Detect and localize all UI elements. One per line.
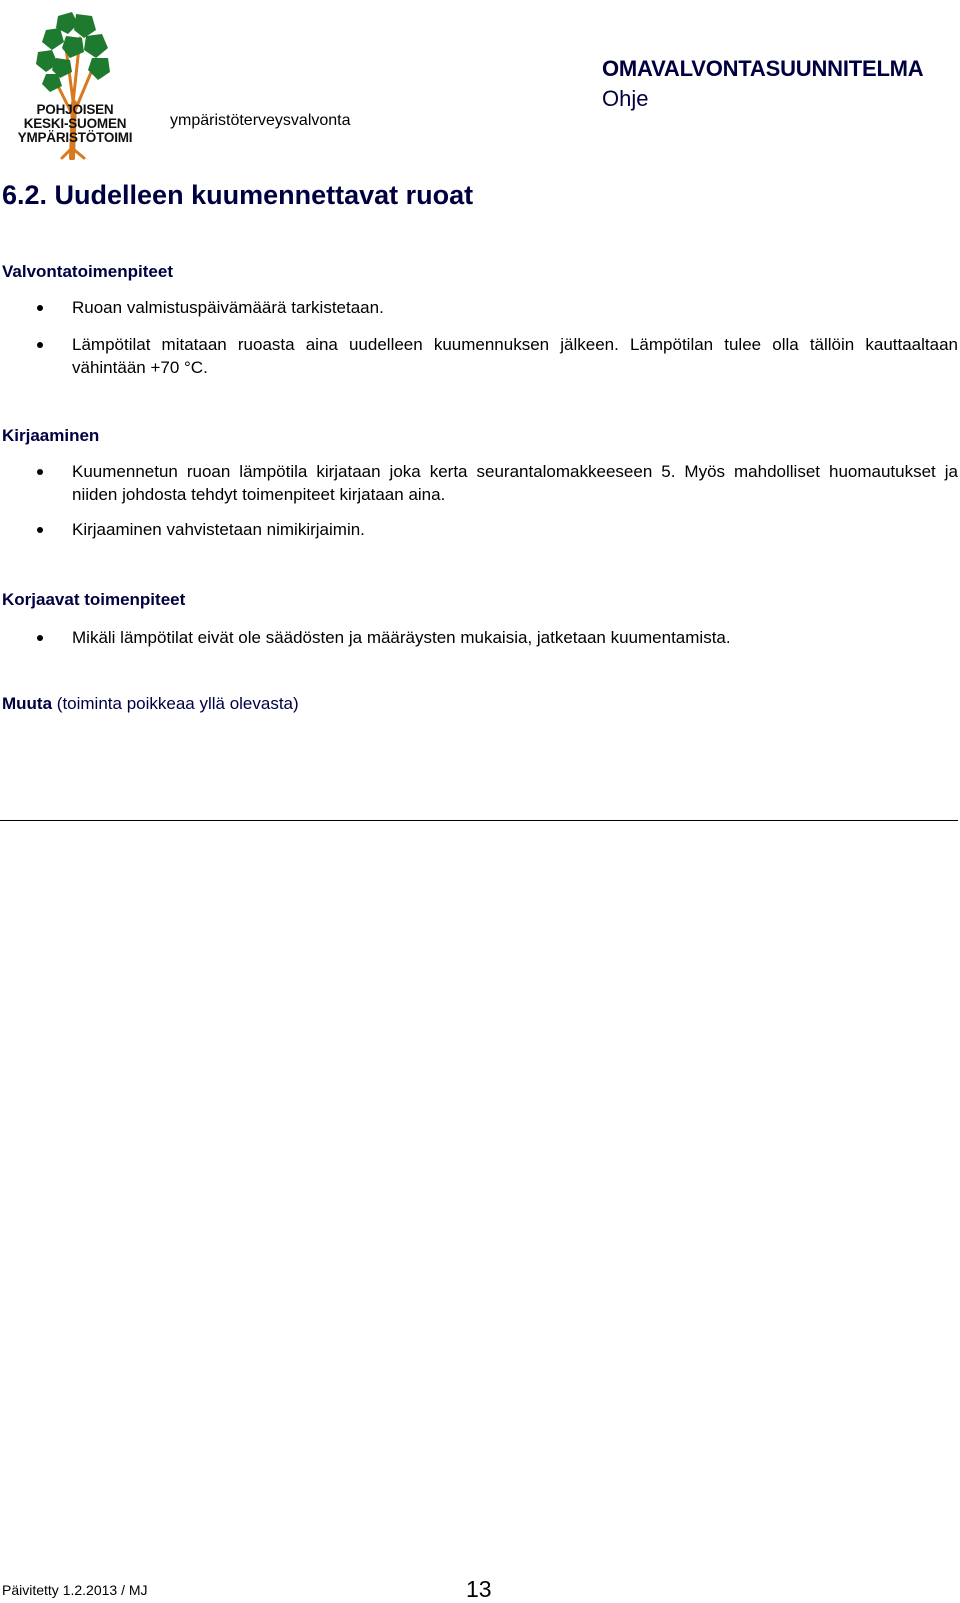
- divider-line: [0, 820, 958, 821]
- list-item: Kirjaaminen vahvistetaan nimikirjaimin.: [0, 518, 958, 541]
- organization-logo: [6, 8, 144, 160]
- logo-line-1: POHJOISEN: [36, 102, 114, 117]
- bullet-icon: [37, 305, 43, 311]
- logo-line-3: YMPÄRISTÖTOIMI: [17, 130, 133, 145]
- page-number: 13: [466, 1576, 492, 1602]
- list-kirjaaminen: [0, 460, 958, 541]
- document-title: OMAVALVONTASUUNNITELMA: [602, 56, 924, 81]
- document-subtitle: Ohje: [602, 86, 649, 111]
- other-label: Muuta: [2, 694, 53, 713]
- heading-valvontatoimenpiteet: Valvontatoimenpiteet: [2, 262, 173, 281]
- heading-korjaavat-toimenpiteet: Korjaavat toimenpiteet: [2, 590, 186, 609]
- bullet-icon: [37, 527, 43, 533]
- list-item: Kuumennetun ruoan lämpötila kirjataan joka kerta seurantalomakkeeseen 5. Myös mahdolliset huomautukset ja niiden johdosta tehdyt toimenpiteet kirjataan aina.: [0, 460, 958, 506]
- bullet-icon: [37, 635, 43, 641]
- section-title: 6.2. Uudelleen kuumennettavat ruoat: [2, 180, 474, 210]
- heading-kirjaaminen: Kirjaaminen: [2, 426, 100, 445]
- bullet-icon: [37, 342, 43, 348]
- list-item: Ruoan valmistuspäivämäärä tarkistetaan.: [0, 296, 958, 319]
- other-notes: [2, 694, 299, 714]
- footer-updated: Päivitetty 1.2.2013 / MJ: [2, 1582, 148, 1598]
- list-item: Lämpötilat mitataan ruoasta aina uudelleen kuumennuksen jälkeen. Lämpötilan tulee olla tällöin kauttaaltaan vähintään +70 °C.: [0, 333, 958, 379]
- list-item: Mikäli lämpötilat eivät ole säädösten ja määräysten mukaisia, jatketaan kuumentamista.: [0, 626, 958, 649]
- other-text: (toiminta poikkeaa yllä olevasta): [56, 694, 299, 713]
- bullet-icon: [37, 469, 43, 475]
- list-valvontatoimenpiteet: [0, 296, 958, 379]
- logo-line-2: KESKI-SUOMEN: [23, 116, 127, 131]
- department-label: ympäristöterveysvalvonta: [170, 112, 351, 129]
- list-korjaavat-toimenpiteet: [0, 626, 958, 649]
